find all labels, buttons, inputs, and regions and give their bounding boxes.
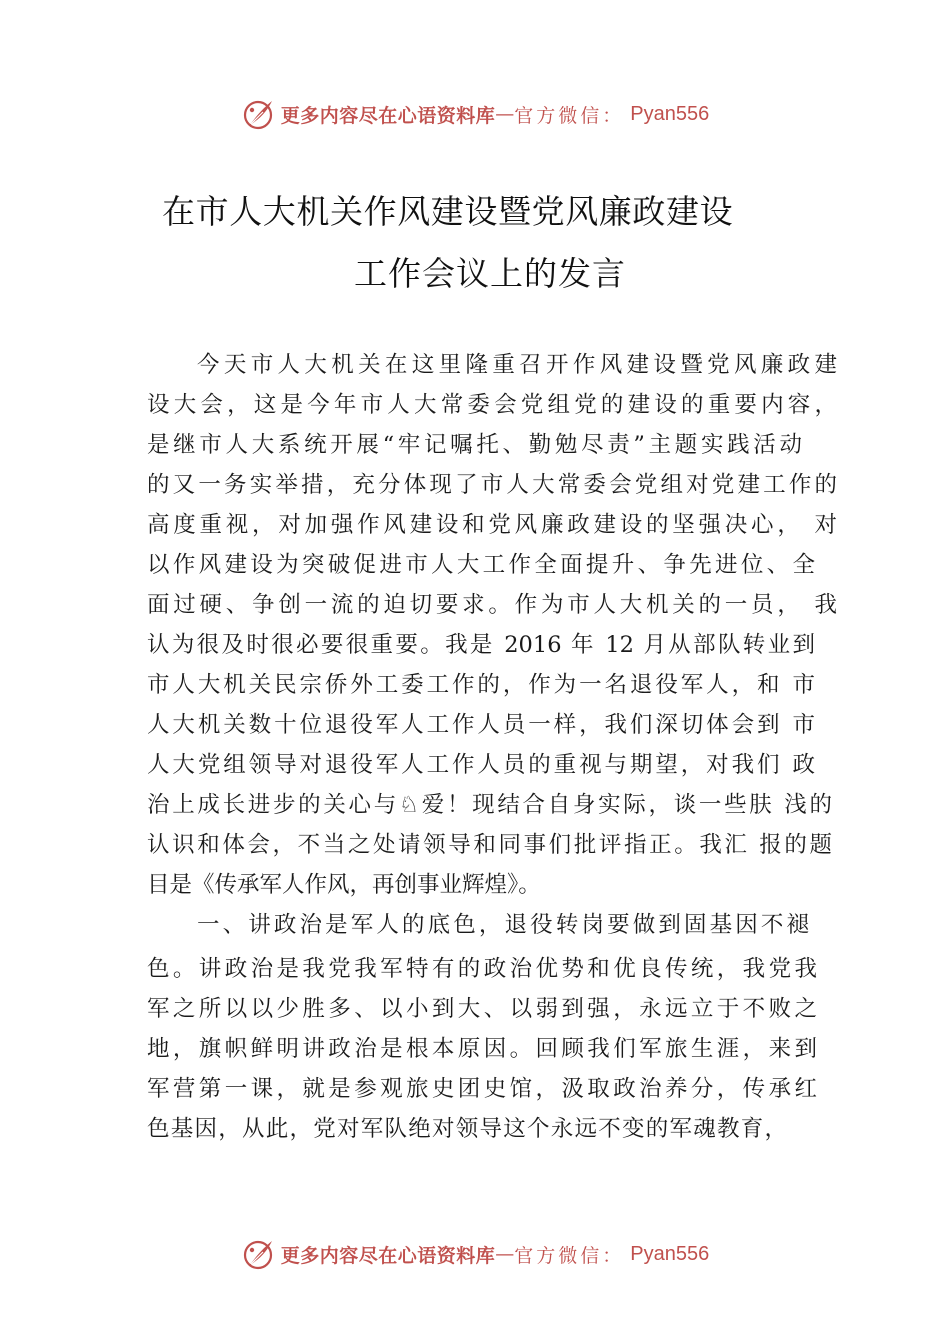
body-line: 人大党组领导对退役军人工作人员的重视与期望，对我们 政 bbox=[147, 752, 815, 778]
document-title-line-2: 工作会议上的发言 bbox=[354, 254, 626, 293]
body-line: 治上成长进步的关心与♘爱！现结合自身实际，谈一些肤 浅的 bbox=[147, 792, 832, 818]
watermark-dash: — bbox=[495, 1243, 515, 1265]
footer-watermark bbox=[0, 1234, 950, 1274]
body-line: 面过硬、争创一流的迫切要求。作为市人大机关的一员， 我 bbox=[147, 592, 837, 618]
section-heading-line: 一、讲政治是军人的底色，退役转岗要做到固基因不褪 bbox=[197, 912, 809, 938]
body-line: 目是《传承军人作风，再创事业辉煌》。 bbox=[147, 872, 541, 898]
body-line: 军营第一课，就是参观旅史团史馆，汲取政治养分，传承红 bbox=[147, 1076, 817, 1102]
body-line: 色。讲政治是我党我军特有的政治优势和优良传统，我党我 bbox=[147, 956, 817, 982]
watermark-wechat-id: Pyan556 bbox=[630, 1242, 710, 1265]
body-line: 认为很及时很必要很重要。我是 2016 年 12 月从部队转业到 bbox=[147, 632, 815, 658]
body-line: 高度重视，对加强作风建设和党风廉政建设的坚强决心， 对 bbox=[147, 512, 837, 538]
watermark-wechat-label: 官方微信： bbox=[514, 1244, 625, 1267]
body-line: 设大会，这是今年市人大常委会党组党的建设的重要内容， bbox=[147, 392, 837, 418]
watermark-wechat-label: 官方微信： bbox=[514, 104, 625, 127]
watermark-brand: 更多内容尽在心语资料库 bbox=[280, 104, 496, 127]
document-title-line-1: 在市人大机关作风建设暨党风廉政建设 bbox=[162, 192, 734, 231]
watermark-brand: 更多内容尽在心语资料库 bbox=[280, 1244, 496, 1267]
body-line: 人大机关数十位退役军人工作人员一样，我们深切体会到 市 bbox=[147, 712, 815, 738]
body-line: 认识和体会，不当之处请领导和同事们批评指正。我汇 报的题 bbox=[147, 832, 832, 858]
body-line: 地，旗帜鲜明讲政治是根本原因。回顾我们军旅生涯，来到 bbox=[147, 1036, 817, 1062]
body-line: 以作风建设为突破促进市人大工作全面提升、争先进位、全 bbox=[147, 552, 815, 578]
quill-pen-logo-icon bbox=[241, 96, 277, 132]
body-line: 军之所以以少胜多、以小到大、以弱到强，永远立于不败之 bbox=[147, 996, 817, 1022]
document-body bbox=[147, 345, 837, 1149]
body-line: 今天市人大机关在这里隆重召开作风建设暨党风廉政建 bbox=[197, 352, 837, 378]
quill-pen-logo-icon bbox=[241, 1236, 277, 1272]
header-watermark bbox=[0, 94, 950, 134]
body-line: 色基因，从此，党对军队绝对领导这个永远不变的军魂教育， bbox=[147, 1116, 787, 1142]
body-line: 的又一务实举措，充分体现了市人大常委会党组对党建工作的 bbox=[147, 472, 837, 498]
watermark-dash: — bbox=[495, 103, 515, 125]
body-line: 是继市人大系统开展“牢记嘱托、勤勉尽责”主题实践活动 bbox=[147, 432, 802, 458]
body-line: 市人大机关民宗侨外工委工作的，作为一名退役军人，和 市 bbox=[147, 672, 815, 698]
watermark-wechat-id: Pyan556 bbox=[630, 102, 710, 125]
